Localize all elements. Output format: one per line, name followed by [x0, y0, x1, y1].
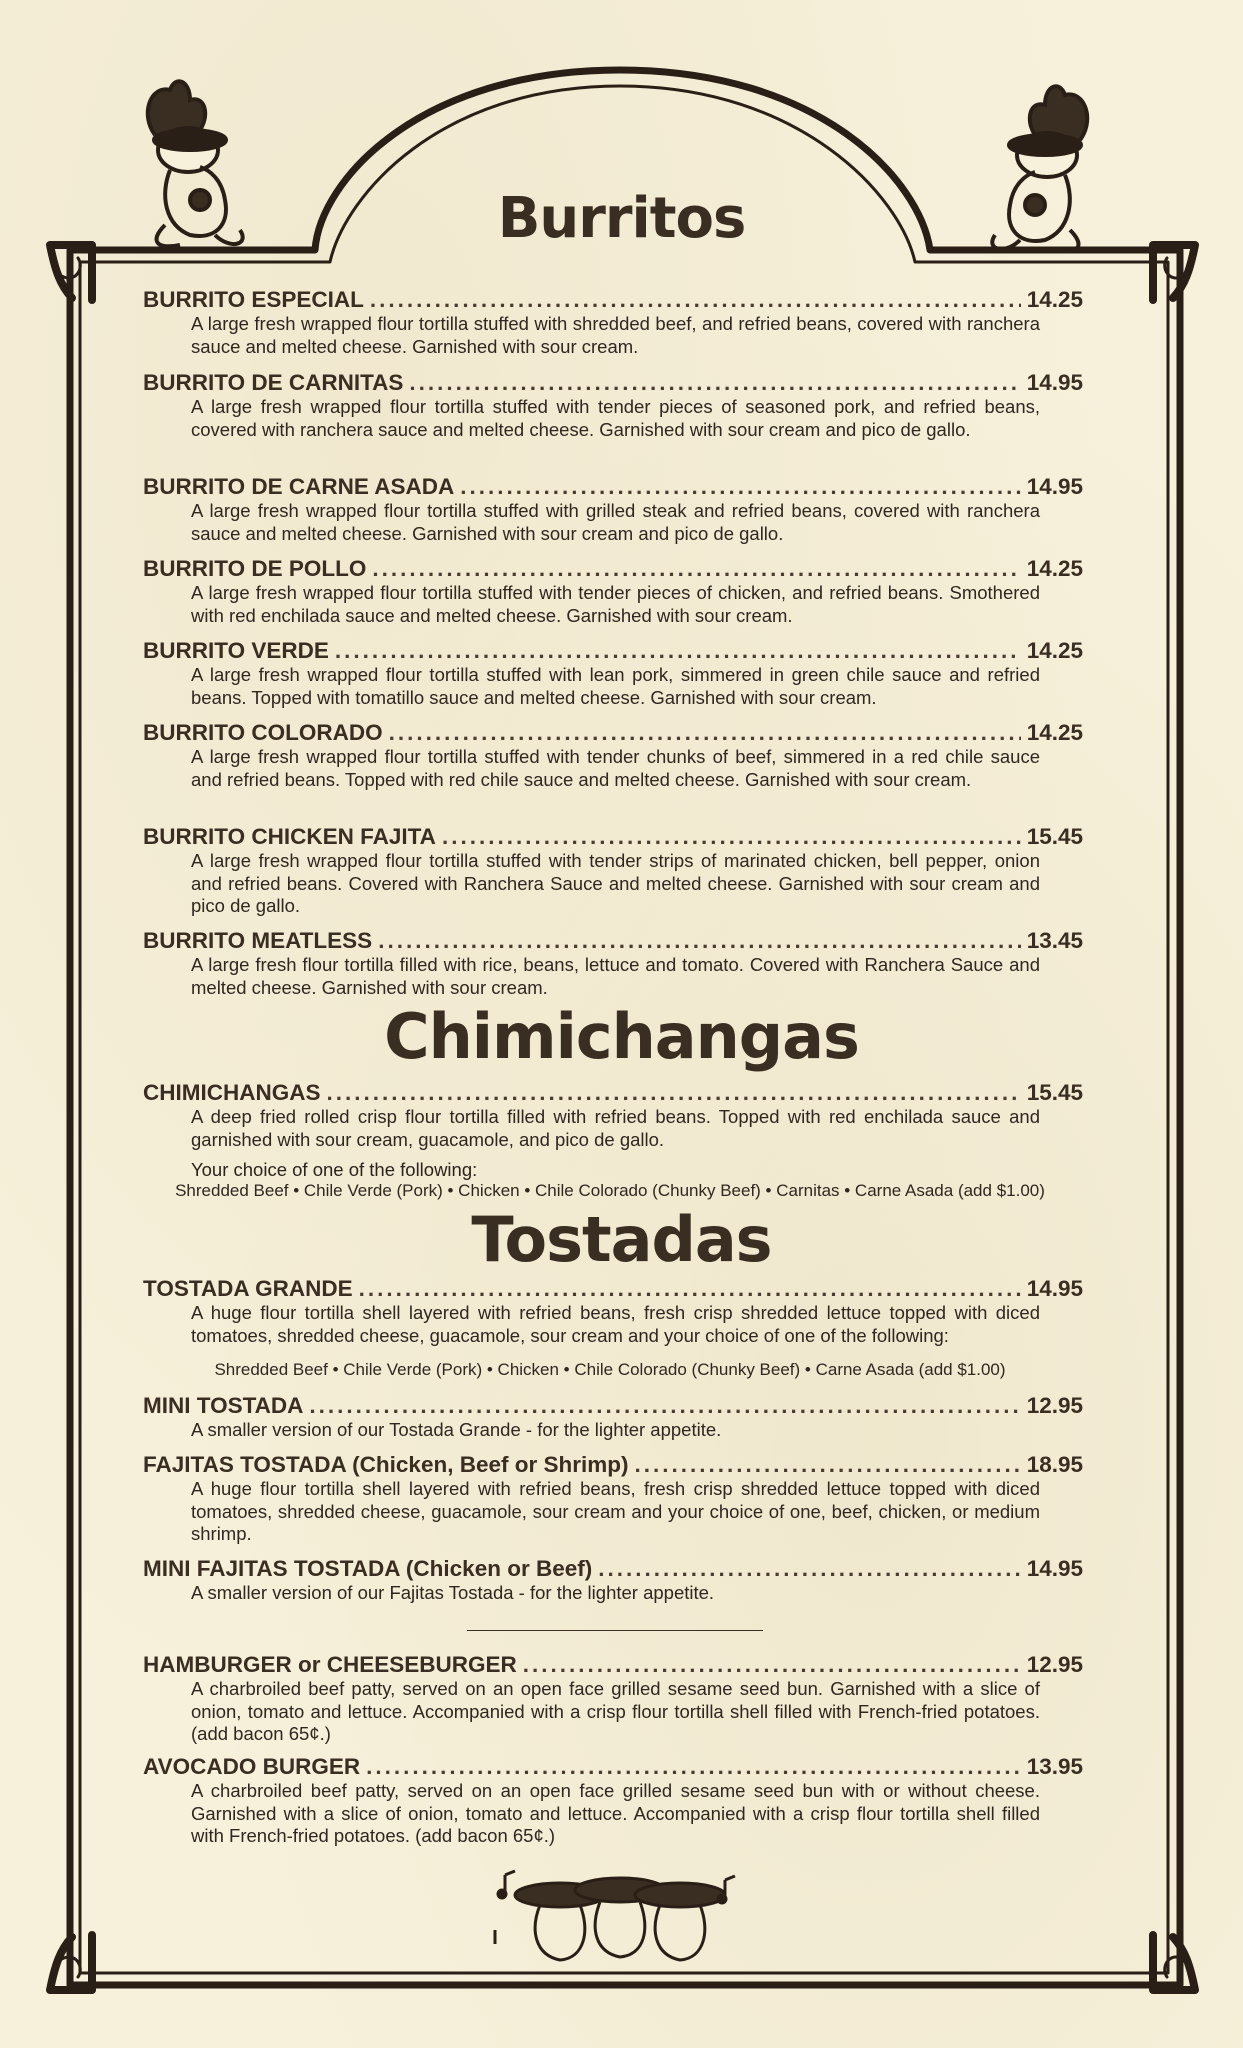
item-name: CHIMICHANGAS: [143, 1080, 321, 1105]
item-name: BURRITO CHICKEN FAJITA: [143, 824, 436, 849]
item-description: A large fresh wrapped flour tortilla stuffed with lean pork, simmered in green chile sauce and refried beans. Topped with tomatillo sauce and melted cheese. Garnished with sour cream.: [191, 664, 1040, 708]
item-price: 14.95: [1026, 474, 1083, 499]
item-price: 14.95: [1026, 1556, 1083, 1581]
item-description: A huge flour tortilla shell layered with refried beans, fresh crisp shredded lettuce topped with diced tomatoes, shredded cheese, guacamole, sour cream and your choice of one of the following:: [191, 1302, 1040, 1346]
item-name: BURRITO DE POLLO: [143, 556, 367, 581]
item-name: TOSTADA GRANDE: [143, 1276, 353, 1301]
choice-list: Shredded Beef • Chile Verde (Pork) • Chicken • Chile Colorado (Chunky Beef) • Carne Asada (add $1.00): [214, 1360, 1006, 1379]
item-description: A large fresh wrapped flour tortilla stuffed with tender pieces of chicken, and refried beans. Smothered with red enchilada sauce and melted cheese. Garnished with sour cream.: [191, 582, 1040, 626]
section-divider: [467, 1630, 763, 1631]
item-price: 15.45: [1026, 824, 1083, 849]
menu-item: [143, 1451, 1083, 1546]
menu-item: [143, 719, 1083, 791]
item-description: A large fresh wrapped flour tortilla stuffed with tender chunks of beef, simmered in a red chile sauce and refried beans. Topped with red chile sauce and melted cheese. Garnished with sour cream.: [191, 746, 1040, 790]
item-description: A deep fried rolled crisp flour tortilla filled with refried beans. Topped with red enchilada sauce and garnished with sour cream, guacamole, and pico de gallo.: [191, 1106, 1040, 1150]
item-description: A large fresh wrapped flour tortilla stuffed with grilled steak and refried beans, covered with ranchera sauce and melted cheese. Garnished with sour cream and pico de gallo.: [191, 500, 1040, 544]
menu-item: [143, 1555, 1083, 1605]
item-price: 15.45: [1026, 1080, 1083, 1105]
item-description: A smaller version of our Tostada Grande - for the lighter appetite.: [191, 1419, 722, 1440]
item-price: 14.25: [1026, 556, 1083, 581]
item-description: A charbroiled beef patty, served on an open face grilled sesame seed bun. Garnished with a slice of onion, tomato and lettuce. Accompanied with a crisp flour tortilla shell filled with French-fried potatoes. (add bacon 65¢.): [191, 1678, 1040, 1744]
item-price: 13.95: [1026, 1754, 1083, 1779]
item-price: 14.25: [1026, 720, 1083, 745]
item-name: MINI TOSTADA: [143, 1393, 304, 1418]
item-name: BURRITO MEATLESS: [143, 928, 373, 953]
item-description: A large fresh wrapped flour tortilla stuffed with shredded beef, and refried beans, covered with ranchera sauce and melted cheese. Garnished with sour cream.: [191, 313, 1040, 357]
item-price: 12.95: [1026, 1652, 1083, 1677]
item-description: A smaller version of our Fajitas Tostada - for the lighter appetite.: [191, 1582, 715, 1603]
menu-item: [143, 637, 1083, 709]
choice-intro: Your choice of one of the following:: [191, 1159, 478, 1180]
item-price: 14.25: [1026, 287, 1083, 312]
item-name: BURRITO DE CARNE ASADA: [143, 474, 455, 499]
item-price: 14.95: [1026, 370, 1083, 395]
menu-item: [143, 1079, 1083, 1181]
item-name: MINI FAJITAS TOSTADA (Chicken or Beef): [143, 1556, 593, 1581]
section-title-tostadas: Tostadas: [471, 1203, 772, 1276]
menu-item: [143, 927, 1083, 999]
item-description: A charbroiled beef patty, served on an open face grilled sesame seed bun with or without cheese. Garnished with a slice of onion, tomato and lettuce. Accompanied with a crisp flour tortilla shell filled with French-fried potatoes. (add bacon 65¢.): [191, 1780, 1040, 1846]
item-name: HAMBURGER or CHEESEBURGER: [143, 1652, 517, 1677]
item-price: 18.95: [1026, 1452, 1083, 1477]
section-title-burritos: Burritos: [497, 186, 746, 251]
item-description: A huge flour tortilla shell layered with refried beans, fresh crisp shredded lettuce topped with diced tomatoes, shredded cheese, guacamole, sour cream and your choice of one, beef, chicken, or medium shrimp.: [191, 1478, 1040, 1544]
item-name: FAJITAS TOSTADA (Chicken, Beef or Shrimp): [143, 1452, 629, 1477]
mariachi-band-icon: [490, 1860, 750, 1975]
item-name: BURRITO ESPECIAL: [143, 287, 364, 312]
item-name: AVOCADO BURGER: [143, 1754, 361, 1779]
item-description: A large fresh wrapped flour tortilla stuffed with tender pieces of seasoned pork, and refried beans, covered with ranchera sauce and melted cheese. Garnished with sour cream and pico de gallo.: [191, 396, 1040, 440]
item-price: 14.95: [1026, 1276, 1083, 1301]
item-name: BURRITO DE CARNITAS: [143, 370, 404, 395]
menu-item: [143, 823, 1083, 918]
menu-item: [143, 473, 1083, 545]
item-description: A large fresh flour tortilla filled with rice, beans, lettuce and tomato. Covered with Ranchera Sauce and melted cheese. Garnished with sour cream.: [191, 954, 1040, 998]
item-name: BURRITO COLORADO: [143, 720, 383, 745]
menu-item: [143, 369, 1083, 441]
item-description: A large fresh wrapped flour tortilla stuffed with tender strips of marinated chicken, bell pepper, onion and refried beans. Covered with Ranchera Sauce and melted cheese. Garnished with sour cream and pico de gallo.: [191, 850, 1040, 916]
item-price: 12.95: [1026, 1393, 1083, 1418]
item-name: BURRITO VERDE: [143, 638, 329, 663]
menu-item: [143, 1753, 1083, 1848]
item-price: 14.25: [1026, 638, 1083, 663]
menu-item: [143, 1392, 1083, 1442]
item-price: 13.45: [1026, 928, 1083, 953]
menu-item: [143, 286, 1083, 358]
choice-list: Shredded Beef • Chile Verde (Pork) • Chicken • Chile Colorado (Chunky Beef) • Carnitas • Carne Asada (add $1.00): [175, 1181, 1045, 1200]
menu-item: [143, 555, 1083, 627]
menu-item: [143, 1651, 1083, 1746]
section-title-chimichangas: Chimichangas: [384, 1000, 859, 1073]
menu-item: [143, 1275, 1083, 1347]
